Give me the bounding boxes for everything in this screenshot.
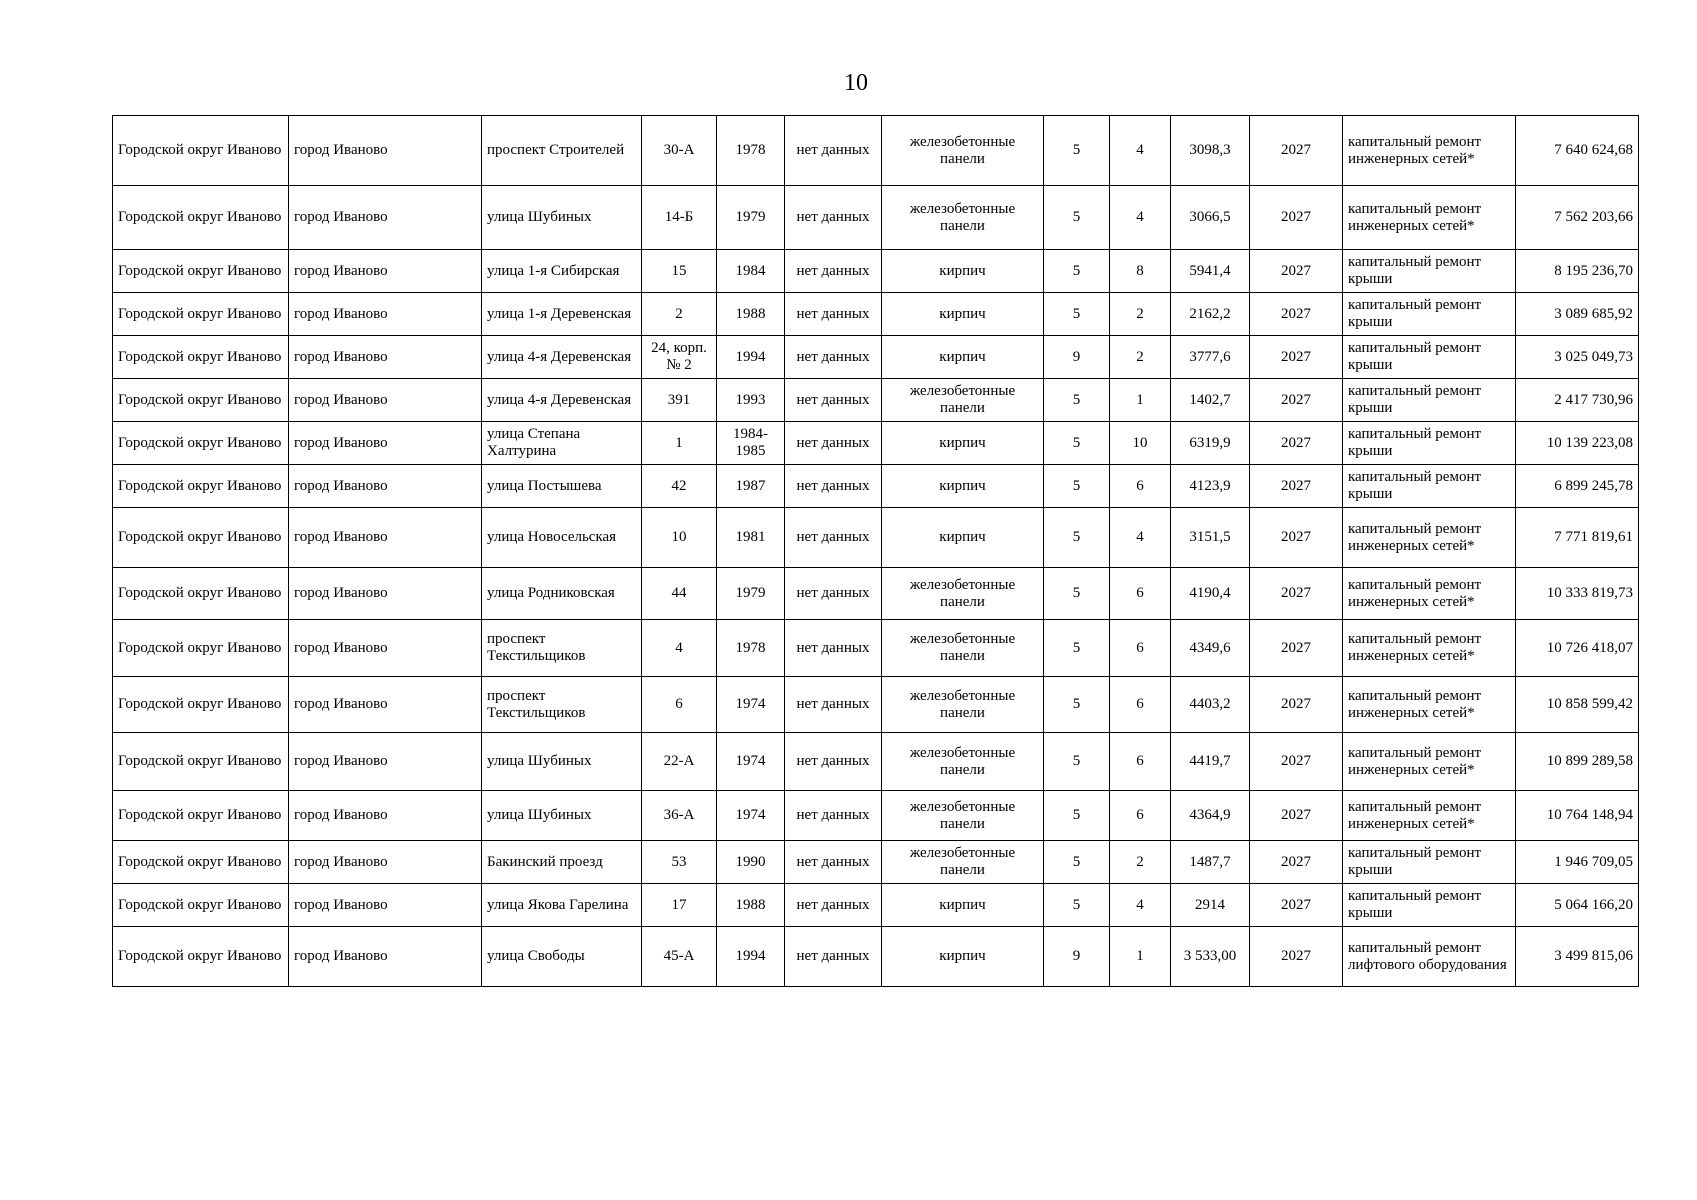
cell-work-type: капитальный ремонт крыши — [1343, 250, 1516, 293]
cell-street: Бакинский проезд — [482, 841, 642, 884]
cell-repair-year: 2027 — [1250, 733, 1343, 791]
cell-cost: 1 946 709,05 — [1516, 841, 1639, 884]
cell-floors: 5 — [1044, 733, 1110, 791]
cell-entrances: 2 — [1110, 293, 1171, 336]
cell-wall-material: железобетонные панели — [882, 568, 1044, 620]
cell-floors: 5 — [1044, 568, 1110, 620]
cell-area: 3151,5 — [1171, 508, 1250, 568]
cell-repair-year: 2027 — [1250, 336, 1343, 379]
cell-area: 4349,6 — [1171, 620, 1250, 677]
cell-floors: 9 — [1044, 927, 1110, 987]
cell-year-built: 1993 — [717, 379, 785, 422]
cell-street: улица 1-я Деревенская — [482, 293, 642, 336]
cell-work-type: капитальный ремонт крыши — [1343, 884, 1516, 927]
cell-work-type: капитальный ремонт инженерных сетей* — [1343, 677, 1516, 733]
cell-area: 3098,3 — [1171, 116, 1250, 186]
cell-repair-year: 2027 — [1250, 250, 1343, 293]
cell-year-built: 1978 — [717, 620, 785, 677]
cell-data-status: нет данных — [785, 677, 882, 733]
cell-data-status: нет данных — [785, 508, 882, 568]
cell-settlement: город Иваново — [289, 733, 482, 791]
cell-work-type: капитальный ремонт крыши — [1343, 336, 1516, 379]
cell-data-status: нет данных — [785, 620, 882, 677]
cell-street: улица Якова Гарелина — [482, 884, 642, 927]
cell-entrances: 6 — [1110, 791, 1171, 841]
cell-repair-year: 2027 — [1250, 116, 1343, 186]
cell-data-status: нет данных — [785, 379, 882, 422]
table-row — [113, 841, 1639, 884]
cell-street: улица Новосельская — [482, 508, 642, 568]
cell-floors: 5 — [1044, 620, 1110, 677]
cell-floors: 5 — [1044, 465, 1110, 508]
cell-repair-year: 2027 — [1250, 379, 1343, 422]
cell-floors: 5 — [1044, 186, 1110, 250]
cell-settlement: город Иваново — [289, 884, 482, 927]
cell-repair-year: 2027 — [1250, 927, 1343, 987]
cell-year-built: 1984 — [717, 250, 785, 293]
cell-floors: 5 — [1044, 422, 1110, 465]
cell-wall-material: кирпич — [882, 336, 1044, 379]
cell-entrances: 6 — [1110, 465, 1171, 508]
cell-year-built: 1974 — [717, 791, 785, 841]
table-row — [113, 250, 1639, 293]
table-row — [113, 293, 1639, 336]
cell-street: улица Родниковская — [482, 568, 642, 620]
cell-house-number: 6 — [642, 677, 717, 733]
cell-street: проспект Строителей — [482, 116, 642, 186]
cell-floors: 5 — [1044, 508, 1110, 568]
cell-data-status: нет данных — [785, 293, 882, 336]
cell-area: 4123,9 — [1171, 465, 1250, 508]
table-row — [113, 791, 1639, 841]
cell-floors: 5 — [1044, 677, 1110, 733]
cell-year-built: 1990 — [717, 841, 785, 884]
cell-year-built: 1987 — [717, 465, 785, 508]
cell-cost: 3 025 049,73 — [1516, 336, 1639, 379]
cell-house-number: 44 — [642, 568, 717, 620]
cell-year-built: 1974 — [717, 733, 785, 791]
table-row — [113, 884, 1639, 927]
cell-repair-year: 2027 — [1250, 465, 1343, 508]
cell-work-type: капитальный ремонт крыши — [1343, 293, 1516, 336]
cell-data-status: нет данных — [785, 841, 882, 884]
cell-work-type: капитальный ремонт инженерных сетей* — [1343, 733, 1516, 791]
cell-repair-year: 2027 — [1250, 422, 1343, 465]
cell-wall-material: кирпич — [882, 927, 1044, 987]
table-row — [113, 379, 1639, 422]
cell-settlement: город Иваново — [289, 568, 482, 620]
cell-wall-material: железобетонные панели — [882, 116, 1044, 186]
cell-street: улица Степана Халтурина — [482, 422, 642, 465]
cell-entrances: 4 — [1110, 186, 1171, 250]
cell-repair-year: 2027 — [1250, 293, 1343, 336]
cell-wall-material: железобетонные панели — [882, 186, 1044, 250]
cell-floors: 9 — [1044, 336, 1110, 379]
cell-work-type: капитальный ремонт инженерных сетей* — [1343, 186, 1516, 250]
cell-municipality: Городской округ Иваново — [113, 791, 289, 841]
cell-repair-year: 2027 — [1250, 677, 1343, 733]
cell-entrances: 6 — [1110, 568, 1171, 620]
cell-year-built: 1988 — [717, 884, 785, 927]
cell-cost: 10 333 819,73 — [1516, 568, 1639, 620]
cell-street: улица 4-я Деревенская — [482, 336, 642, 379]
cell-house-number: 45-А — [642, 927, 717, 987]
cell-settlement: город Иваново — [289, 841, 482, 884]
cell-year-built: 1979 — [717, 568, 785, 620]
cell-settlement: город Иваново — [289, 677, 482, 733]
table-row — [113, 186, 1639, 250]
cell-street: улица Свободы — [482, 927, 642, 987]
cell-cost: 6 899 245,78 — [1516, 465, 1639, 508]
cell-work-type: капитальный ремонт крыши — [1343, 379, 1516, 422]
table-row — [113, 465, 1639, 508]
cell-street: проспект Текстильщиков — [482, 620, 642, 677]
cell-area: 4403,2 — [1171, 677, 1250, 733]
cell-settlement: город Иваново — [289, 927, 482, 987]
cell-settlement: город Иваново — [289, 465, 482, 508]
cell-floors: 5 — [1044, 841, 1110, 884]
cell-year-built: 1978 — [717, 116, 785, 186]
table-row — [113, 677, 1639, 733]
cell-settlement: город Иваново — [289, 422, 482, 465]
cell-municipality: Городской округ Иваново — [113, 884, 289, 927]
cell-street: улица Шубиных — [482, 733, 642, 791]
cell-street: проспект Текстильщиков — [482, 677, 642, 733]
cell-municipality: Городской округ Иваново — [113, 336, 289, 379]
cell-work-type: капитальный ремонт крыши — [1343, 841, 1516, 884]
cell-house-number: 24, корп. № 2 — [642, 336, 717, 379]
cell-cost: 7 771 819,61 — [1516, 508, 1639, 568]
cell-cost: 7 562 203,66 — [1516, 186, 1639, 250]
cell-entrances: 6 — [1110, 733, 1171, 791]
cell-cost: 3 089 685,92 — [1516, 293, 1639, 336]
cell-area: 6319,9 — [1171, 422, 1250, 465]
cell-house-number: 391 — [642, 379, 717, 422]
cell-wall-material: железобетонные панели — [882, 733, 1044, 791]
table-row — [113, 336, 1639, 379]
cell-year-built: 1979 — [717, 186, 785, 250]
cell-data-status: нет данных — [785, 568, 882, 620]
cell-house-number: 17 — [642, 884, 717, 927]
cell-street: улица 1-я Сибирская — [482, 250, 642, 293]
cell-repair-year: 2027 — [1250, 884, 1343, 927]
cell-work-type: капитальный ремонт крыши — [1343, 465, 1516, 508]
cell-repair-year: 2027 — [1250, 791, 1343, 841]
cell-settlement: город Иваново — [289, 293, 482, 336]
cell-house-number: 36-А — [642, 791, 717, 841]
cell-house-number: 15 — [642, 250, 717, 293]
cell-year-built: 1994 — [717, 927, 785, 987]
cell-wall-material: железобетонные панели — [882, 841, 1044, 884]
cell-cost: 10 764 148,94 — [1516, 791, 1639, 841]
cell-entrances: 10 — [1110, 422, 1171, 465]
cell-municipality: Городской округ Иваново — [113, 620, 289, 677]
cell-repair-year: 2027 — [1250, 186, 1343, 250]
cell-area: 3 533,00 — [1171, 927, 1250, 987]
cell-year-built: 1974 — [717, 677, 785, 733]
cell-settlement: город Иваново — [289, 336, 482, 379]
cell-settlement: город Иваново — [289, 116, 482, 186]
cell-municipality: Городской округ Иваново — [113, 422, 289, 465]
cell-cost: 2 417 730,96 — [1516, 379, 1639, 422]
cell-entrances: 2 — [1110, 841, 1171, 884]
cell-data-status: нет данных — [785, 884, 882, 927]
cell-wall-material: железобетонные панели — [882, 791, 1044, 841]
cell-entrances: 6 — [1110, 620, 1171, 677]
cell-data-status: нет данных — [785, 250, 882, 293]
cell-house-number: 53 — [642, 841, 717, 884]
cell-year-built: 1994 — [717, 336, 785, 379]
cell-house-number: 22-А — [642, 733, 717, 791]
cell-cost: 5 064 166,20 — [1516, 884, 1639, 927]
cell-floors: 5 — [1044, 250, 1110, 293]
cell-house-number: 10 — [642, 508, 717, 568]
cell-data-status: нет данных — [785, 465, 882, 508]
cell-street: улица Шубиных — [482, 791, 642, 841]
table-row — [113, 568, 1639, 620]
cell-wall-material: кирпич — [882, 250, 1044, 293]
cell-entrances: 4 — [1110, 884, 1171, 927]
cell-work-type: капитальный ремонт лифтового оборудования — [1343, 927, 1516, 987]
cell-repair-year: 2027 — [1250, 841, 1343, 884]
cell-municipality: Городской округ Иваново — [113, 379, 289, 422]
cell-floors: 5 — [1044, 379, 1110, 422]
cell-area: 2162,2 — [1171, 293, 1250, 336]
cell-area: 4190,4 — [1171, 568, 1250, 620]
cell-wall-material: кирпич — [882, 884, 1044, 927]
cell-wall-material: железобетонные панели — [882, 620, 1044, 677]
cell-house-number: 2 — [642, 293, 717, 336]
cell-data-status: нет данных — [785, 733, 882, 791]
cell-cost: 8 195 236,70 — [1516, 250, 1639, 293]
table-body — [113, 116, 1639, 987]
cell-municipality: Городской округ Иваново — [113, 568, 289, 620]
cell-entrances: 1 — [1110, 927, 1171, 987]
cell-repair-year: 2027 — [1250, 568, 1343, 620]
cell-data-status: нет данных — [785, 927, 882, 987]
cell-wall-material: железобетонные панели — [882, 379, 1044, 422]
cell-settlement: город Иваново — [289, 250, 482, 293]
cell-repair-year: 2027 — [1250, 620, 1343, 677]
table-row — [113, 927, 1639, 987]
cell-wall-material: кирпич — [882, 422, 1044, 465]
cell-settlement: город Иваново — [289, 186, 482, 250]
cell-entrances: 2 — [1110, 336, 1171, 379]
cell-cost: 3 499 815,06 — [1516, 927, 1639, 987]
cell-year-built: 1984-1985 — [717, 422, 785, 465]
cell-house-number: 4 — [642, 620, 717, 677]
cell-wall-material: кирпич — [882, 293, 1044, 336]
cell-street: улица Постышева — [482, 465, 642, 508]
cell-floors: 5 — [1044, 293, 1110, 336]
cell-settlement: город Иваново — [289, 620, 482, 677]
cell-municipality: Городской округ Иваново — [113, 927, 289, 987]
cell-municipality: Городской округ Иваново — [113, 293, 289, 336]
cell-data-status: нет данных — [785, 422, 882, 465]
cell-floors: 5 — [1044, 116, 1110, 186]
cell-work-type: капитальный ремонт инженерных сетей* — [1343, 620, 1516, 677]
cell-settlement: город Иваново — [289, 791, 482, 841]
cell-settlement: город Иваново — [289, 508, 482, 568]
cell-year-built: 1988 — [717, 293, 785, 336]
cell-cost: 7 640 624,68 — [1516, 116, 1639, 186]
cell-wall-material: железобетонные панели — [882, 677, 1044, 733]
cell-municipality: Городской округ Иваново — [113, 508, 289, 568]
cell-area: 1487,7 — [1171, 841, 1250, 884]
cell-work-type: капитальный ремонт инженерных сетей* — [1343, 568, 1516, 620]
cell-year-built: 1981 — [717, 508, 785, 568]
cell-data-status: нет данных — [785, 116, 882, 186]
cell-wall-material: кирпич — [882, 508, 1044, 568]
cell-settlement: город Иваново — [289, 379, 482, 422]
cell-area: 5941,4 — [1171, 250, 1250, 293]
cell-work-type: капитальный ремонт крыши — [1343, 422, 1516, 465]
cell-house-number: 30-А — [642, 116, 717, 186]
cell-wall-material: кирпич — [882, 465, 1044, 508]
page-number: 10 — [844, 70, 868, 96]
cell-municipality: Городской округ Иваново — [113, 465, 289, 508]
cell-floors: 5 — [1044, 791, 1110, 841]
cell-municipality: Городской округ Иваново — [113, 186, 289, 250]
cell-area: 4364,9 — [1171, 791, 1250, 841]
cell-work-type: капитальный ремонт инженерных сетей* — [1343, 116, 1516, 186]
cell-house-number: 14-Б — [642, 186, 717, 250]
cell-area: 3777,6 — [1171, 336, 1250, 379]
table-row — [113, 733, 1639, 791]
cell-municipality: Городской округ Иваново — [113, 250, 289, 293]
cell-data-status: нет данных — [785, 791, 882, 841]
cell-cost: 10 899 289,58 — [1516, 733, 1639, 791]
cell-area: 2914 — [1171, 884, 1250, 927]
registry-table — [112, 115, 1639, 987]
table-row — [113, 422, 1639, 465]
cell-municipality: Городской округ Иваново — [113, 841, 289, 884]
cell-cost: 10 726 418,07 — [1516, 620, 1639, 677]
cell-repair-year: 2027 — [1250, 508, 1343, 568]
cell-municipality: Городской округ Иваново — [113, 677, 289, 733]
cell-municipality: Городской округ Иваново — [113, 733, 289, 791]
cell-street: улица Шубиных — [482, 186, 642, 250]
cell-data-status: нет данных — [785, 186, 882, 250]
table-row — [113, 116, 1639, 186]
table-row — [113, 508, 1639, 568]
cell-entrances: 1 — [1110, 379, 1171, 422]
cell-area: 1402,7 — [1171, 379, 1250, 422]
cell-house-number: 1 — [642, 422, 717, 465]
cell-cost: 10 139 223,08 — [1516, 422, 1639, 465]
cell-cost: 10 858 599,42 — [1516, 677, 1639, 733]
cell-work-type: капитальный ремонт инженерных сетей* — [1343, 508, 1516, 568]
cell-house-number: 42 — [642, 465, 717, 508]
cell-area: 4419,7 — [1171, 733, 1250, 791]
cell-data-status: нет данных — [785, 336, 882, 379]
cell-street: улица 4-я Деревенская — [482, 379, 642, 422]
cell-entrances: 4 — [1110, 508, 1171, 568]
cell-entrances: 4 — [1110, 116, 1171, 186]
cell-entrances: 6 — [1110, 677, 1171, 733]
cell-municipality: Городской округ Иваново — [113, 116, 289, 186]
cell-area: 3066,5 — [1171, 186, 1250, 250]
cell-floors: 5 — [1044, 884, 1110, 927]
cell-work-type: капитальный ремонт инженерных сетей* — [1343, 791, 1516, 841]
table-row — [113, 620, 1639, 677]
cell-entrances: 8 — [1110, 250, 1171, 293]
